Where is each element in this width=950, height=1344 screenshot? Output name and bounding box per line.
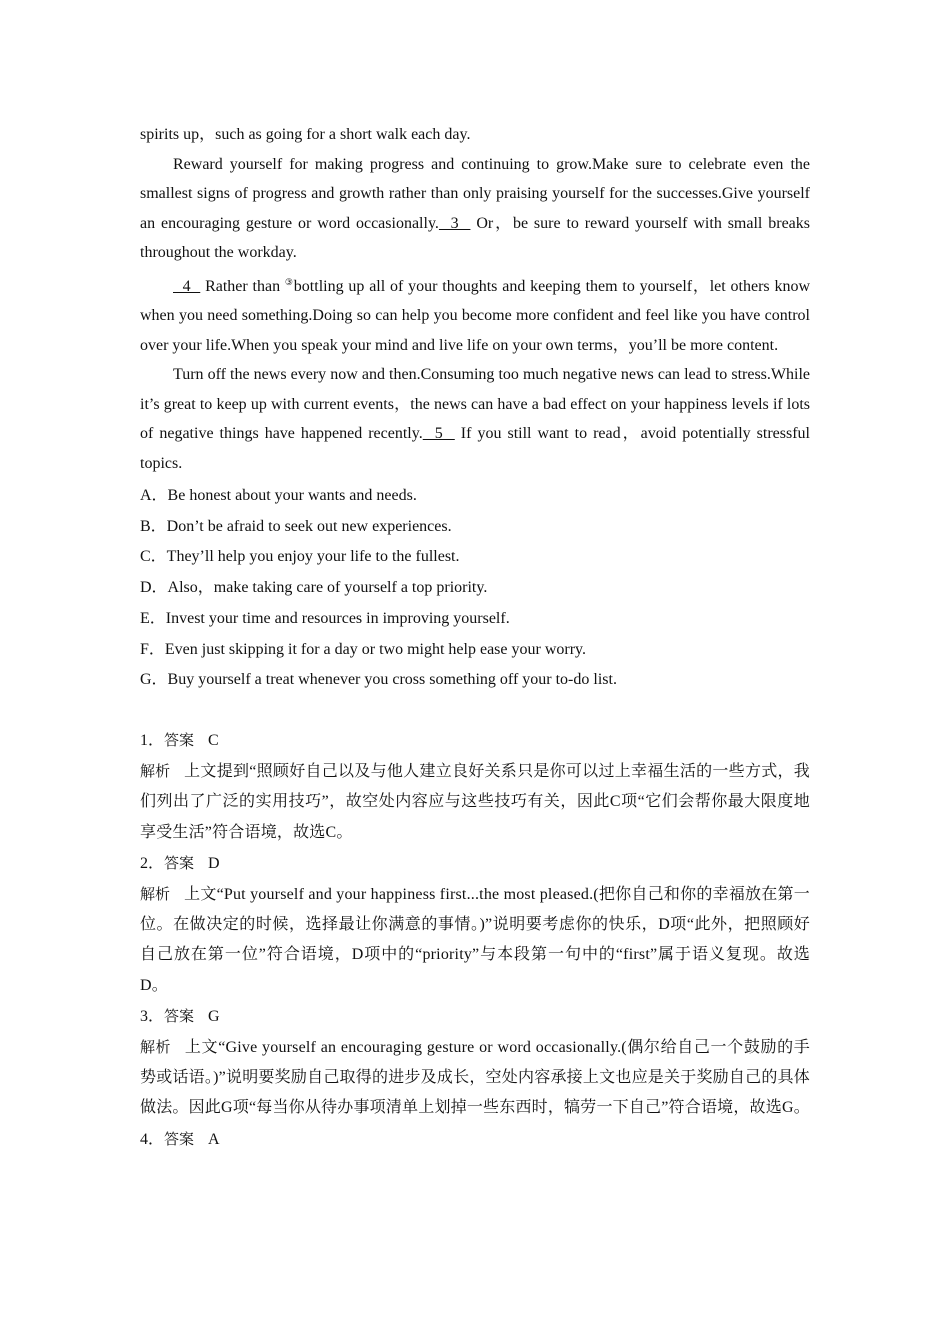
option-a: A．Be honest about your wants and needs. (140, 487, 417, 504)
analysis-text: 上文“Give yourself an encouraging gesture or word occasionally.(偶尔给自己一个鼓励的手势或话语。)”说明要奖励自己取得的进步及成长，空处内容承接上文也应是关于奖励自己的具体做法。因此G项“每当你从待办事项清单上划掉一些东西时，犒劳一下自己”符合语境，故选G。 (140, 1038, 810, 1117)
answer-letter: G (208, 1007, 220, 1025)
answer-2-header (140, 848, 810, 879)
option-d: D．Also，make taking care of yourself a top priority. (140, 579, 488, 597)
passage-paragraph (140, 268, 810, 361)
answer-number: 2． (140, 854, 165, 872)
blank-4: 4 (173, 277, 201, 295)
blank-5: 5 (422, 425, 455, 442)
analysis-label: 解析 (140, 762, 171, 781)
answer-letter: D (208, 854, 220, 872)
answer-3-header (140, 1001, 810, 1032)
option-f: F．Even just skipping it for a day or two might help ease your worry. (140, 640, 587, 658)
answer-4-header (140, 1124, 810, 1155)
answer-number: 4． (140, 1130, 165, 1148)
paragraph-text: Turn off the news every now and then.Consuming too much negative news can lead to stress.While it’s great to keep up with current events，the news can have a bad effect on your happiness levels if lots of negative things have happened recently. (140, 366, 811, 442)
answer-key (140, 725, 810, 1155)
analysis-label: 解析 (140, 884, 171, 903)
answer-label: 答案 (164, 1006, 195, 1025)
option-e: E．Invest your time and resources in improving yourself. (140, 609, 510, 627)
answer-label: 答案 (164, 853, 195, 872)
paragraph-text: Rather than (200, 277, 285, 295)
passage-paragraph (140, 120, 810, 150)
blank-3: 3 (438, 214, 471, 232)
analysis-text: 上文“Put yourself and your happiness first...the most pleased.(把你自己和你的幸福放在第一位。在做决定的时候，选择最让你满意的事情。)”说明要考虑你的快乐，D项“此外，把照顾好自己放在第一位”符合语境，D项中的“priority”与本段第一句中的“first”属于语义复现。故选D。 (140, 885, 810, 994)
answer-label: 答案 (164, 730, 195, 749)
footnote-marker: ③ (284, 276, 294, 287)
paragraph-text: Or，be sure to reward yourself with small breaks throughout the workday. (140, 214, 811, 261)
paragraph-text: spirits up，such as going for a short walk each day. (140, 126, 471, 143)
answer-number: 1． (140, 731, 165, 749)
option-g: G．Buy yourself a treat whenever you cross something off your to-do list. (140, 671, 617, 689)
document-body (140, 120, 810, 1155)
option-list (140, 481, 810, 696)
paragraph-text: If you still want to read，avoid potentially stressful topics. (140, 425, 810, 472)
answer-1-header (140, 725, 810, 756)
answer-letter: A (208, 1130, 220, 1148)
paragraph-text: bottling up all of your thoughts and keeping them to yourself，let others know when you need something.Doing so can help you become more confident and feel like you have control over your life.When you speak your mind and live life on your own terms，you’ll be more content. (140, 277, 810, 354)
passage-paragraph (140, 150, 810, 268)
analysis-text: 上文提到“照顾好自己以及与他人建立良好关系只是你可以过上幸福生活的一些方式，我们列出了广泛的实用技巧”，故空处内容应与这些技巧有关，因此C项“它们会帮你最大限度地享受生活”符合语境，故选C。 (140, 763, 810, 841)
option-c: C．They’ll help you enjoy your life to the fullest. (140, 548, 460, 566)
answer-2-analysis (140, 879, 810, 1001)
passage-paragraph (140, 360, 810, 478)
answer-3-analysis (140, 1032, 810, 1124)
answer-1-analysis (140, 756, 810, 848)
option-b: B．Don’t be afraid to seek out new experiences. (140, 517, 452, 535)
answer-number: 3． (140, 1007, 165, 1025)
reading-passage (140, 120, 810, 478)
paragraph-text: Reward yourself for making progress and continuing to grow.Make sure to celebrate even the smallest signs of progress and growth rather than only praising yourself for the successes.Give yourself an encouraging gesture or word occasionally. (140, 155, 810, 232)
answer-label: 答案 (164, 1129, 195, 1148)
answer-letter: C (208, 731, 219, 749)
analysis-label: 解析 (140, 1037, 171, 1056)
